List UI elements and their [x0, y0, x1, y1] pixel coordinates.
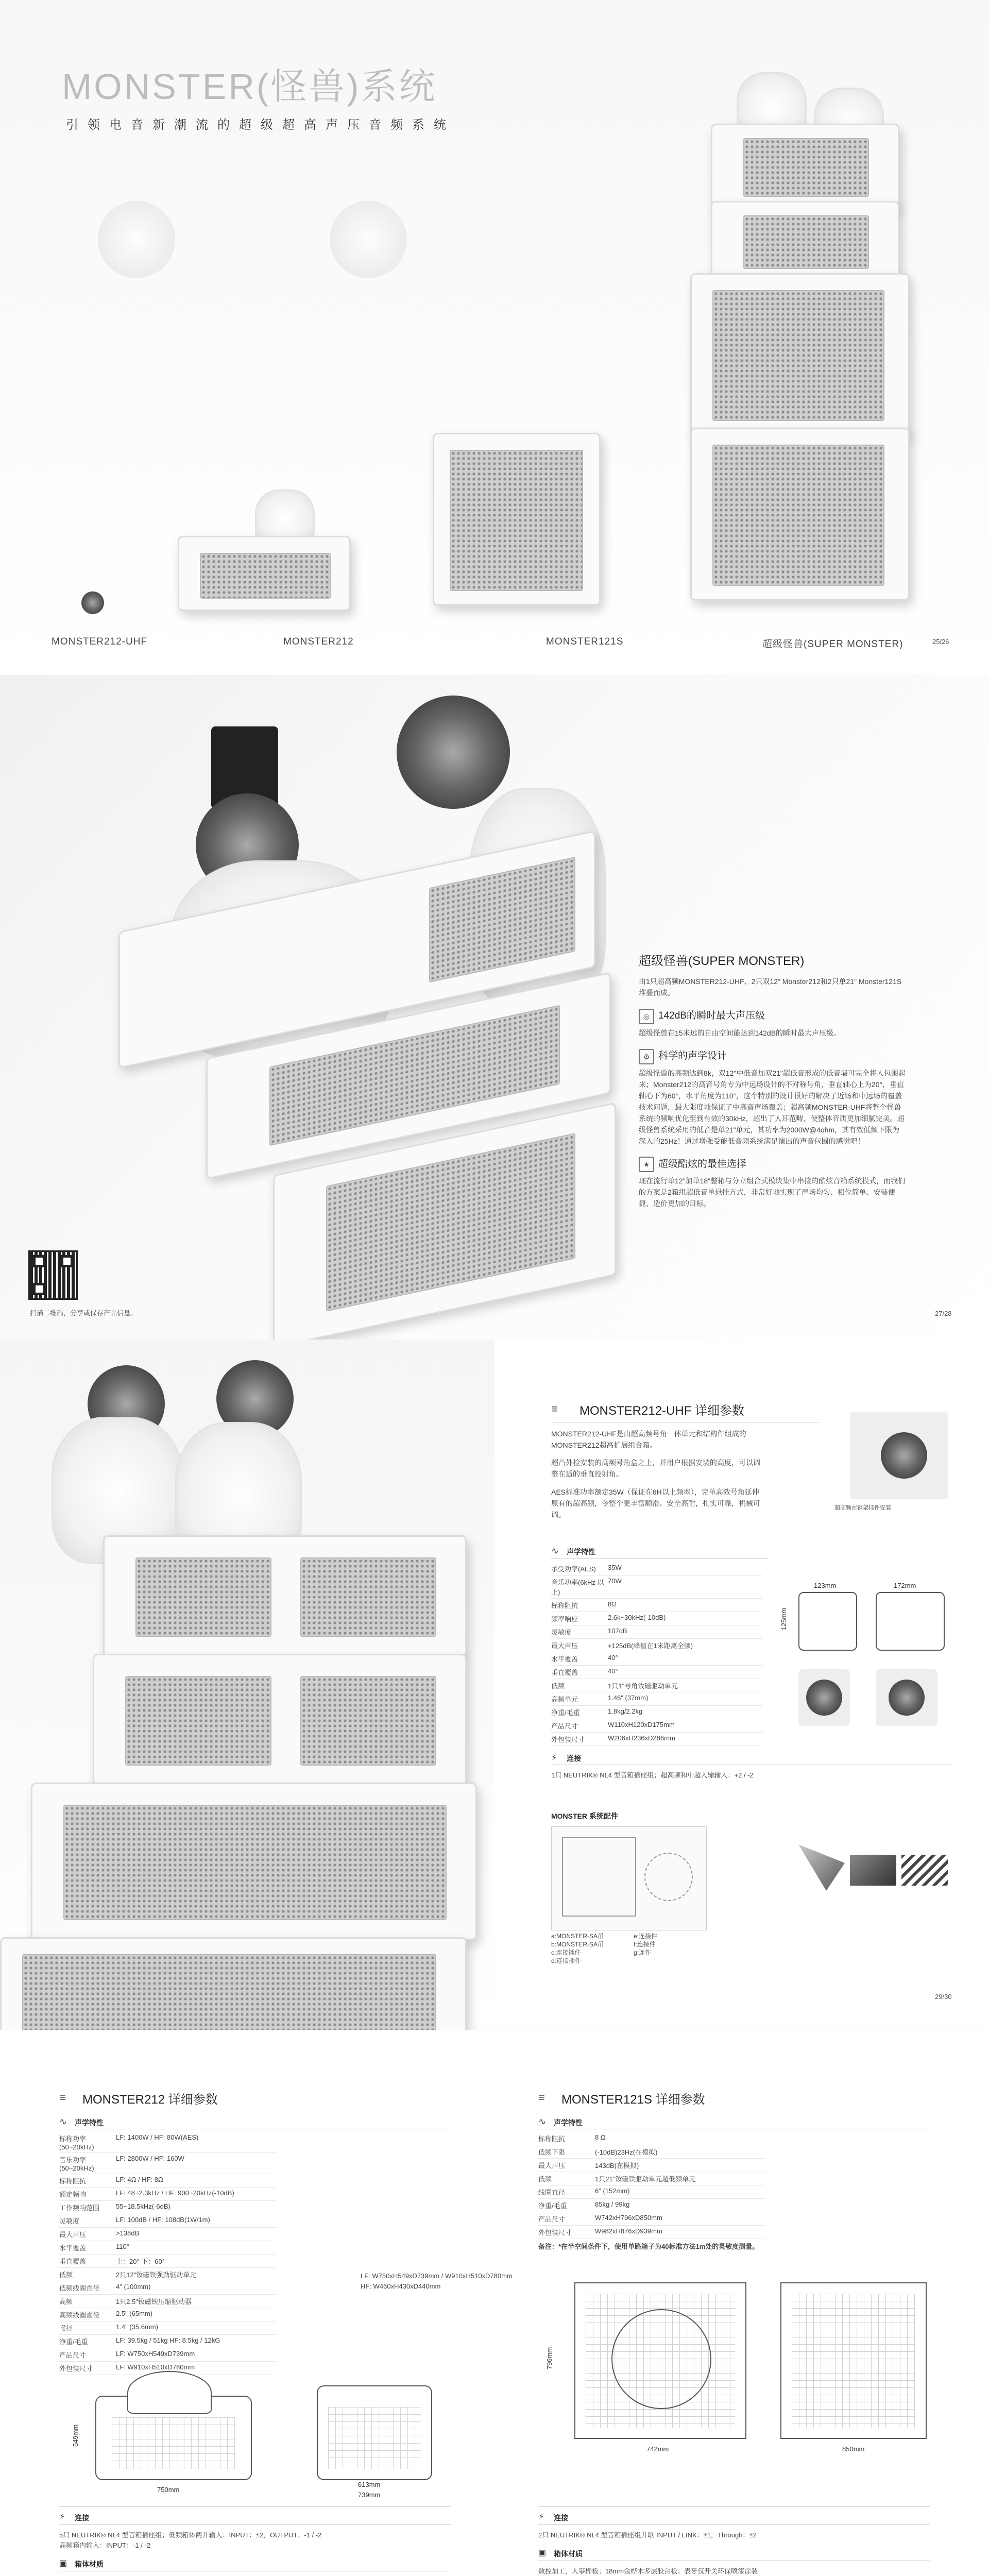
connection-text: 高频箱内输入：INPUT：-1 / -2: [59, 2541, 150, 2549]
product-label: MONSTER212-UHF: [52, 636, 148, 647]
spec-row: [538, 2145, 765, 2159]
spec-value: 8 Ω: [595, 2132, 765, 2145]
spec-key: 标称功率(50~20kHz): [59, 2132, 116, 2153]
spec-row: [551, 1666, 762, 1679]
science-icon: ⚙: [639, 1049, 654, 1064]
plug-icon: ⚡: [59, 2513, 65, 2521]
spec-value: LF: W750xH549xD739mm: [116, 2348, 276, 2362]
dim-label: 739mm: [358, 2491, 381, 2499]
spec-row: [551, 1612, 762, 1625]
spec-row: [538, 2199, 765, 2212]
spec-key: 低频: [538, 2172, 595, 2185]
spec-row: [59, 2241, 276, 2255]
spec-title: 声学特性: [567, 1548, 595, 1556]
spec-row: [551, 1692, 762, 1706]
spec-key: 最大声压: [59, 2228, 116, 2241]
spec-key: 标称阻抗: [551, 1599, 608, 1612]
dim-label: 750mm: [157, 2486, 180, 2494]
dim-label: 172mm: [894, 1582, 916, 1589]
spec-key: 最大声压: [538, 2159, 595, 2172]
spec-key: 垂直覆盖: [551, 1666, 608, 1679]
spec-row: [551, 1679, 762, 1692]
feature-title: 超级酷炫的最佳选择: [658, 1158, 747, 1170]
spec-key: 水平覆盖: [551, 1652, 608, 1666]
spec-value: 85kg / 99kg: [595, 2199, 765, 2212]
spec-row: [59, 2201, 276, 2214]
dim-label: 850mm: [842, 2445, 865, 2453]
spec-value: LF: 100dB / HF: 108dB(1W/1m): [116, 2214, 276, 2228]
connection-text: 1只 NEUTRIK® NL4 型音箱插座组；超高频和中超入输输入：+2 / -2: [551, 1771, 754, 1779]
spec-value: 1只2.5"钕磁铁压缩驱动器: [116, 2295, 276, 2308]
spec-row: [551, 1719, 762, 1733]
spec-value: 1.4" (35.6mm): [116, 2321, 276, 2335]
spec-value: W110xH120xD175mm: [608, 1719, 762, 1733]
accessories-drawing: [551, 1826, 707, 1930]
spec-row: [59, 2255, 276, 2268]
spec-value: >138dB: [116, 2228, 276, 2241]
uhf-mount-photo: [850, 1412, 948, 1499]
doc-icon: ≡: [551, 1402, 558, 1415]
intro-paragraph: 超凸外检安装的高频号角盒之上，并用户根据安装的高度，可以调整在适的垂直投射角。: [551, 1459, 760, 1478]
feature-text: 现在流行单12"加单18"整箱与分立组合式模块集中串接的酷炫音箱系统模式，而我们的方案是2箱组超低音单悬挂方式，非常好地实现了声场均匀、相位简单、安装便捷、造价更加的目标。: [639, 1177, 906, 1208]
spec-value: 143dB(在模拟): [595, 2159, 765, 2172]
spec-value: 107dB: [608, 1625, 762, 1639]
connection-title: 连接: [567, 1754, 581, 1762]
feature-text: 超级怪兽的高频达到8k，双12"中低音加双21"超低音形成的低音墙可完全将人包围起来；Monster212的高音号角专为中远场设计的不对称号角，垂直轴心上为20°，垂直轴心下为60°，水平角度为110°，这个特别的设计很好的解决了近场和中远场的覆盖技术问题，最大限度地保证了中高音声场覆盖；超高频MONSTER-UHF将整个怪兽系统的频响优化至到有效的30kHz，超出了人耳范畴，使整体音质更加细腻完美。超级怪兽系统采用的低音是单21"单元，其功率为2000W@4ohm，其有效低频下限为深入的25Hz！通过增强受能低音频系统满足演出的声音包围的感觉吧！: [639, 1069, 906, 1145]
spec-row: [551, 1599, 762, 1612]
spec-row: [59, 2348, 276, 2362]
spec-row: [59, 2132, 276, 2153]
spec-value: 1只1"号角钕磁驱动单元: [608, 1679, 762, 1692]
spec-value: 2.6k~30kHz(-10dB): [608, 1612, 762, 1625]
spec-table: [538, 2132, 765, 2239]
spec-key: 承受功率(AES): [551, 1562, 608, 1575]
dim-label: 125mm: [780, 1607, 788, 1631]
spec-key: 外包装尺寸: [59, 2362, 116, 2375]
spec-key: 产品尺寸: [538, 2212, 595, 2226]
feature-text: 超级怪兽在15米远的自由空间能达到142dB的瞬时最大声压级。: [639, 1028, 841, 1037]
finish-title: 箱体材质: [75, 2560, 104, 2568]
spec-row: [551, 1625, 762, 1639]
spec-value: 55~18.5kHz(-6dB): [116, 2201, 276, 2214]
spec-row: [538, 2132, 765, 2145]
wave-icon: ∿: [551, 1546, 559, 1556]
spec-key: 额定频响: [59, 2188, 116, 2201]
spec-key: 外包装尺寸: [538, 2226, 595, 2239]
spec-value: 2只12"钕磁铁强劲驱动单元: [116, 2268, 276, 2281]
accessory-legend: a:MONSTER-SA吊 b:MONSTER-SA吊 c:连接插件 d:连接插件: [551, 1933, 604, 1964]
photo-caption: 超高频在钢架挂件安装: [834, 1505, 891, 1511]
doc-icon: ≡: [538, 2091, 545, 2104]
spl-icon: ◎: [639, 1009, 654, 1024]
spec-row: [538, 2226, 765, 2239]
spec-key: 灵敏度: [551, 1625, 608, 1639]
product-label: MONSTER212: [283, 636, 354, 647]
spec-key: 喉径: [59, 2321, 116, 2335]
spec-row: [551, 1652, 762, 1666]
divider: [59, 2506, 451, 2507]
cube-icon: ▣: [538, 2549, 547, 2557]
spec-value: LF: 1400W / HF: 80W(AES): [116, 2132, 276, 2153]
divider: [538, 2506, 930, 2507]
spec-key: 高频单元: [551, 1692, 608, 1706]
spec-key: 水平覆盖: [59, 2241, 116, 2255]
monster-stack-image: [0, 1340, 494, 2030]
spec-value: 35W: [608, 1562, 762, 1575]
spec-value: 70W: [608, 1575, 762, 1599]
spec-row: [538, 2172, 765, 2185]
spec-row: [59, 2188, 276, 2201]
spec-value: LF: 39.5kg / 51kg HF: 8.5kg / 12kG: [116, 2335, 276, 2348]
spec-key: 低频下限: [538, 2145, 595, 2159]
uhf-dimension-drawing: [780, 1582, 953, 1747]
intro-paragraph: 由1只超高频MONSTER212-UHF、2只双12" Monster212和2只单21" Monster121S堆叠而成。: [639, 977, 902, 997]
spec-value: 4" (100mm): [116, 2281, 276, 2295]
spec-value: LF: 48~2.3kHz / HF: 900~20kHz(-10dB): [116, 2188, 276, 2201]
spec-value: 1.8kg/2.2kg: [608, 1706, 762, 1719]
spec-row: [59, 2281, 276, 2295]
spec-row: [551, 1706, 762, 1719]
feature-title: 142dB的瞬时最大声压级: [658, 1010, 765, 1021]
page-number: 27/28: [935, 1310, 952, 1317]
section-heading: 超级怪兽(SUPER MONSTER): [639, 954, 805, 968]
spec-table: [59, 2132, 276, 2375]
spec-row: [59, 2268, 276, 2281]
spec-row: [59, 2174, 276, 2188]
accessories-title: MONSTER 系统配件: [551, 1812, 618, 1820]
spec-value: W206xH236xD286mm: [608, 1733, 762, 1746]
spec-key: 低频: [551, 1679, 608, 1692]
divider: [59, 2524, 451, 2525]
wave-icon: ∿: [538, 2116, 547, 2127]
spec-row: [551, 1639, 762, 1652]
connection-title: 连接: [75, 2514, 89, 2522]
spec-row: [551, 1575, 762, 1599]
spec-key: 标称阻抗: [59, 2174, 116, 2188]
spec-row: [551, 1733, 762, 1746]
spec-value: 8Ω: [608, 1599, 762, 1612]
spec-value: LF: 4Ω / HF: 8Ω: [116, 2174, 276, 2188]
intro-paragraph: AES标准功率额定35W（保证在6H以上频率），完单高效号角延伸原有的超高频，令整个更丰富顺滑。安全高耐，扎实可靠，机械可调。: [551, 1488, 760, 1519]
choice-icon: ★: [639, 1157, 654, 1172]
page-1: [0, 0, 989, 675]
page-subtitle: 引领电音新潮流的超级超高声压音频系统: [66, 118, 455, 132]
spec-key: 产品尺寸: [59, 2348, 116, 2362]
spec-row: [59, 2295, 276, 2308]
plug-icon: ⚡: [538, 2513, 544, 2521]
plug-icon: ⚡: [551, 1754, 557, 1762]
spec-value: 40°: [608, 1652, 762, 1666]
spec-value: 上：20° 下：60°: [116, 2255, 276, 2268]
spec-value: 1只21"钕磁铁驱动单元超低频单元: [595, 2172, 765, 2185]
dim-label: 123mm: [814, 1582, 837, 1589]
spec-value: (-10dB)23Hz(在模拟): [595, 2145, 765, 2159]
spec-key: 低频: [59, 2268, 116, 2281]
cube-icon: ▣: [59, 2559, 67, 2568]
spec-title: 声学特性: [75, 2119, 104, 2127]
super-monster-speaker-image: [685, 57, 922, 618]
dim-label: 796mm: [545, 2347, 554, 2370]
spec-row: [59, 2214, 276, 2228]
accessories-photo: [798, 1834, 953, 1911]
spec-key: 垂直覆盖: [59, 2255, 116, 2268]
monster121s-dimension-drawing: [545, 2272, 940, 2458]
section-heading: MONSTER212 详细参数: [82, 2093, 218, 2107]
spec-row: [59, 2321, 276, 2335]
spec-key: 灵敏度: [59, 2214, 116, 2228]
section-heading: MONSTER212-UHF 详细参数: [579, 1404, 745, 1418]
spec-key: 产品尺寸: [551, 1719, 608, 1733]
spec-row: [538, 2212, 765, 2226]
spec-key: 线圈直径: [538, 2185, 595, 2199]
monster212-speaker-image: [178, 489, 353, 613]
spec-value: 6" (152mm): [595, 2185, 765, 2199]
spec-key: 音乐功率(50~20kHz): [59, 2153, 116, 2174]
connection-text: 2只 NEUTRIK® NL4 型音箱插座组并联 INPUT / LINK：±1，Through：±2: [538, 2531, 757, 2539]
super-monster-closeup-image: [77, 675, 644, 1340]
uhf-speaker-image: [77, 587, 108, 618]
spec-value: W742xH796xD850mm: [595, 2212, 765, 2226]
spec-value: W982xH876xD939mm: [595, 2226, 765, 2239]
spec-key: 净重/毛重: [538, 2199, 595, 2212]
light-orb: [98, 201, 175, 278]
spec-value: 40°: [608, 1666, 762, 1679]
spec-extra: LF: W750xH549xD739mm / W910xH510xD780mm HF: W460xH430xD440mm: [361, 2272, 513, 2290]
finish-text: 数控加工，人事桦板；18mm金桦木多层胶合板；表牙仅开关环保喷漆涂装: [538, 2567, 758, 2575]
spec-key: 净重/毛重: [551, 1706, 608, 1719]
spec-key: 高频线圈直径: [59, 2308, 116, 2321]
page-3: [0, 1340, 989, 2030]
qr-caption: 扫描二维码，分享或保存产品信息。: [30, 1309, 138, 1317]
monster121s-speaker-image: [433, 433, 603, 611]
spec-key: 音乐功率(6kHz 以上): [551, 1575, 608, 1599]
spec-key: 外包装尺寸: [551, 1733, 608, 1746]
spec-value: 1.46" (37mm): [608, 1692, 762, 1706]
wave-icon: ∿: [59, 2116, 67, 2127]
light-orb: [330, 201, 407, 278]
spec-title: 声学特性: [554, 2119, 583, 2127]
spec-row: [59, 2308, 276, 2321]
feature-title: 科学的声学设计: [658, 1050, 727, 1061]
page-number: 29/30: [935, 1993, 952, 2001]
spec-key: 工作频响范围: [59, 2201, 116, 2214]
qr-code-image[interactable]: [30, 1252, 76, 1298]
spec-key: 高频: [59, 2295, 116, 2308]
connection-text: 5只 NEUTRIK® NL4 型音箱插座组；低频箱体两并输入：INPUT：±2，OUTPUT：-1 / -2: [59, 2531, 322, 2539]
connection-title: 连接: [554, 2514, 568, 2522]
page-number: 25/26: [932, 638, 949, 646]
dim-label: 549mm: [72, 2424, 80, 2447]
spec-key: 标称阻抗: [538, 2132, 595, 2145]
section-heading: MONSTER121S 详细参数: [561, 2093, 705, 2107]
page-4: [0, 2030, 989, 2576]
spec-key: 频率响应: [551, 1612, 608, 1625]
finish-title: 箱体材质: [554, 2550, 583, 2558]
doc-icon: ≡: [59, 2091, 66, 2104]
accessory-legend: e:连接件 f:连接件 g:连件: [634, 1933, 658, 1956]
spec-value: LF: W910xH510xD780mm: [116, 2362, 276, 2375]
spec-row: [538, 2185, 765, 2199]
dim-label: 613mm: [358, 2481, 381, 2488]
spec-key: 最大声压: [551, 1639, 608, 1652]
spec-row: [59, 2335, 276, 2348]
spec-value: 110°: [116, 2241, 276, 2255]
spec-key: 低频线圈直径: [59, 2281, 116, 2295]
intro-paragraph: MONSTER212-UHF是由超高频号角一体单元和结构件组成的MONSTER212超高扩展组合箱。: [551, 1430, 746, 1449]
product-label: MONSTER121S: [546, 636, 624, 647]
spec-key: 净重/毛重: [59, 2335, 116, 2348]
spec-row: [59, 2228, 276, 2241]
divider: [538, 2524, 930, 2525]
divider: [551, 1558, 768, 1559]
spec-value: LF: 2800W / HF: 160W: [116, 2153, 276, 2174]
spec-row: [538, 2159, 765, 2172]
spec-value: +125dB(峰值在1米距离全频): [608, 1639, 762, 1652]
spec-value: 2.5" (65mm): [116, 2308, 276, 2321]
dim-label: 742mm: [646, 2445, 669, 2453]
spec-row: [551, 1562, 762, 1575]
spec-row: [59, 2153, 276, 2174]
spec-table: [551, 1562, 762, 1746]
product-label: 超级怪兽(SUPER MONSTER): [762, 639, 903, 650]
super-monster-text: [639, 951, 907, 1209]
page-title: MONSTER(怪兽)系统: [62, 66, 437, 107]
spec-note: 备注：*在半空间条件下，使用单路箱子为40标准方法1m处的灵敏度测量。: [538, 2243, 759, 2250]
page-2: [0, 675, 989, 1340]
